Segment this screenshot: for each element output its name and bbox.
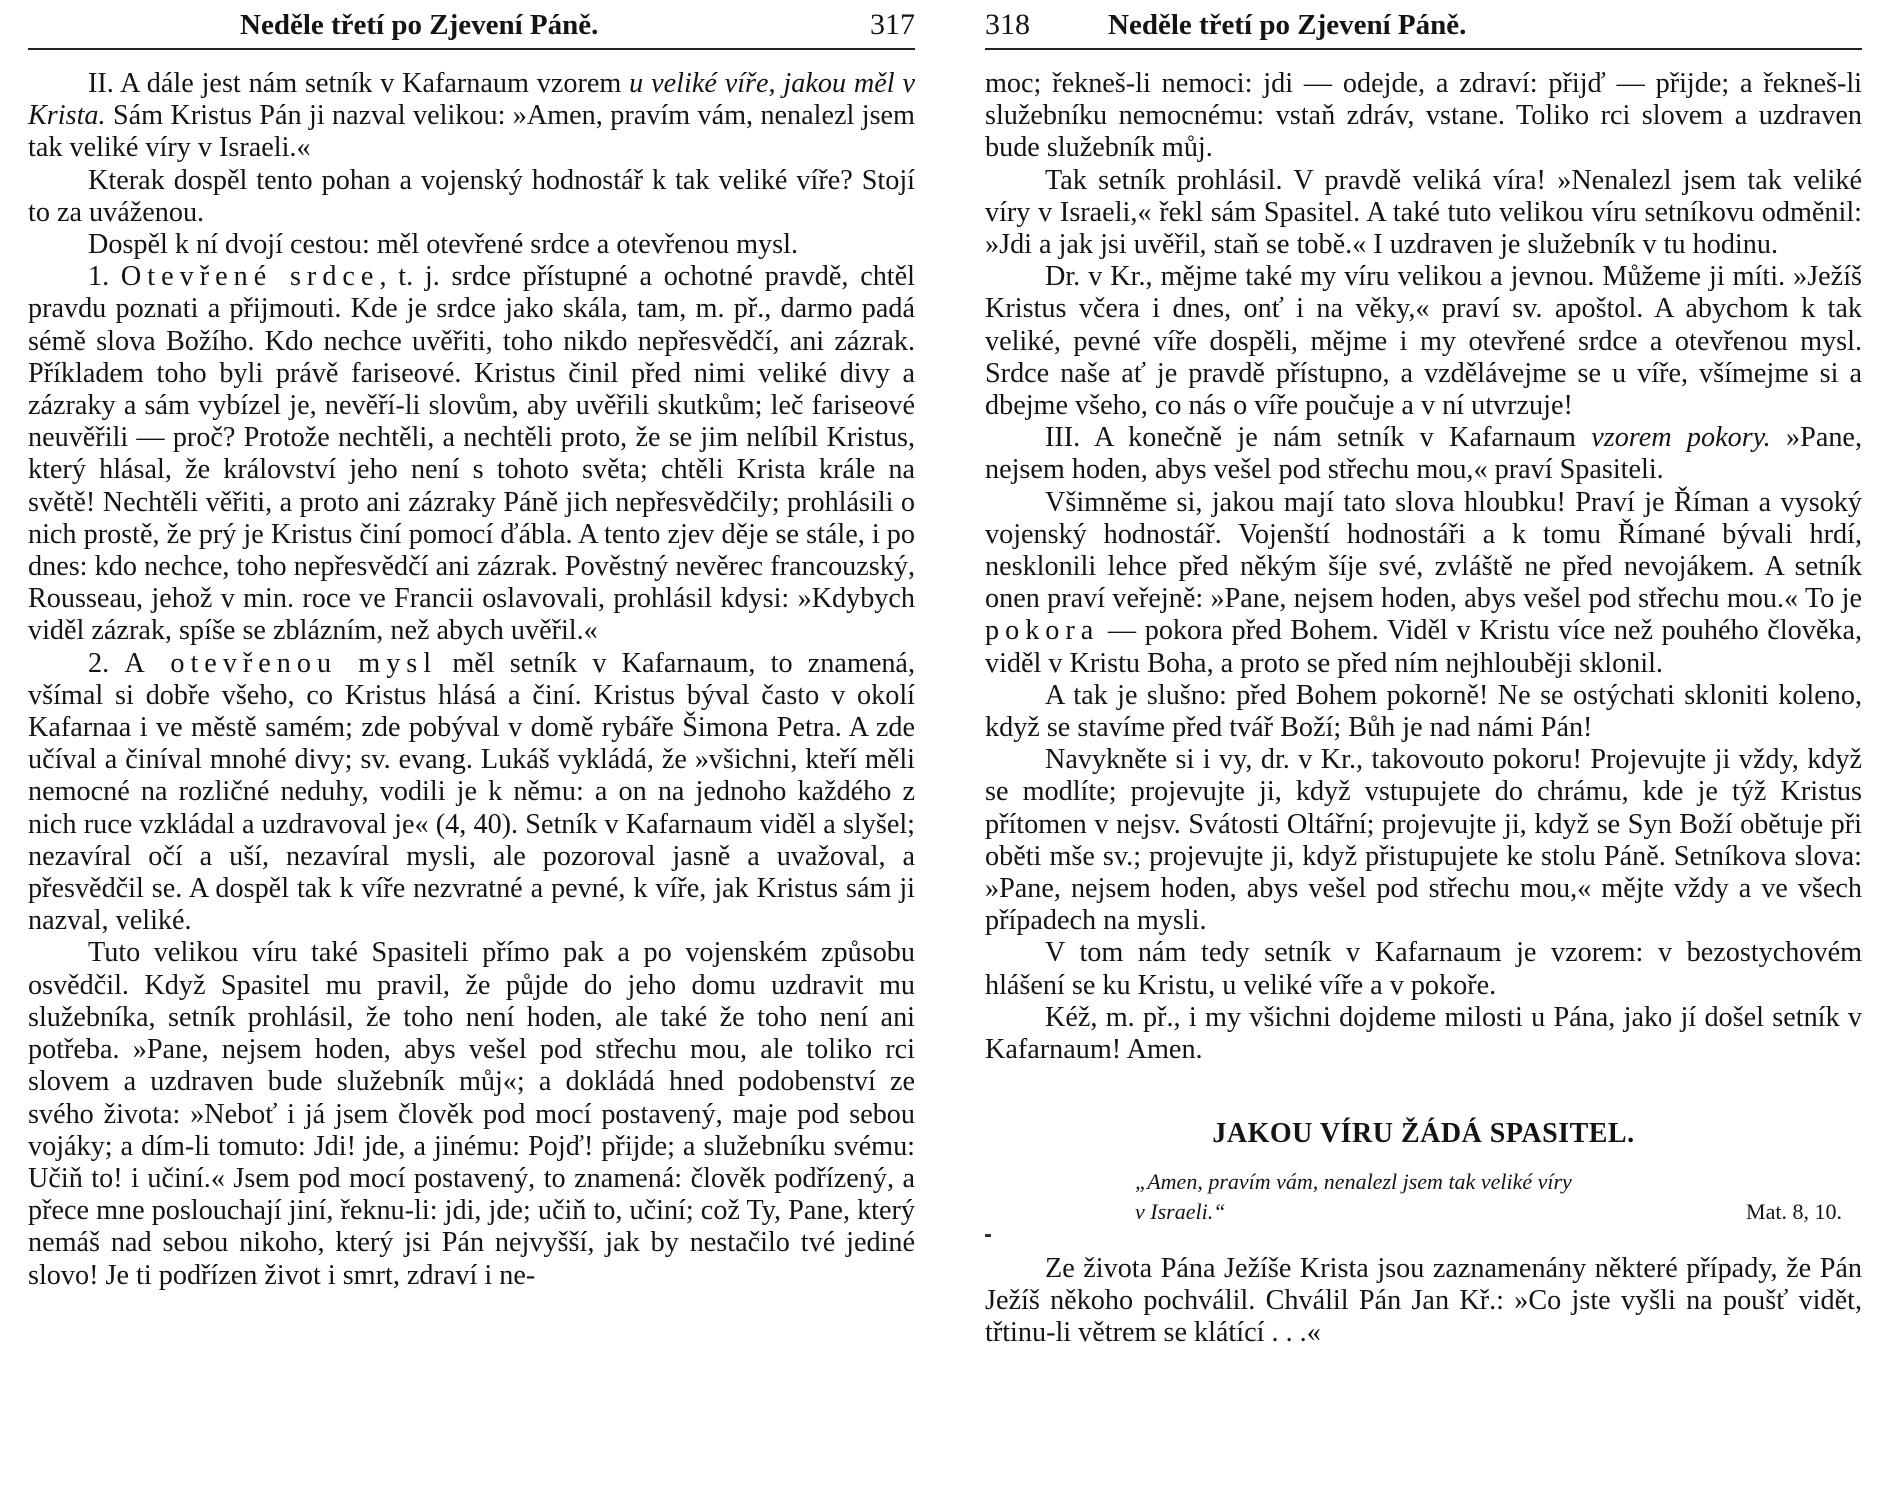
text-run: »Pane, nejsem hoden, abys vešel pod střechu mou,« praví Spasiteli. — [985, 422, 1862, 486]
epigraph-line-2 — [985, 1197, 1862, 1227]
text-run: Tuto velikou víru také Spasiteli přímo pak a po vojenském způsobu osvědčil. Když Spasitel mu pravil, že půjde do jeho domu uzdravit mu služebníka, setník prohlásil, že toho není hoden, ale také že toho není ani potřeba. »Pane, nejsem hoden, abys vešel pod střechu mou, ale toliko rci slovem a uzdraven bude služebník můj«; a dokládá hned podobenství ze svého života: »Neboť i já jsem člověk pod mocí postavený, maje pod sebou vojáky; a dím-li tomuto: Jdi! jde, a jinému: Pojď! přijde; a služebníku svému: Učiň to! i učiní.« Jsem pod mocí postavený, to znamená: člověk podřízený, a přece mne poslouchají jiní, řeknu-li: jdi, jde; učiň to, učiní; což Ty, Pane, který nemáš nad sebou nikoho, který jsi Pán nejvyšší, jak by nestačilo tvé jediné slovo! Je ti podřízen život i smrt, zdraví i ne- — [28, 937, 915, 1291]
text-run: Všimněme si, jakou mají tato slova hloubku! Praví je Říman a vysoký vojenský hodnostář. Vojenští hodnostáři a k tomu Římané bývali hrdí, nesklonili lehce před někým šíje své, zvláště ne před nevojákem. A setník onen praví veřejně: »Pane, nejsem hoden, abys vešel pod střechu mou.« To je — [985, 486, 1862, 615]
spaced-run: A otevřenou mysl — [124, 647, 438, 679]
right-page — [945, 0, 1890, 1500]
text-run: měl setník v Kafarnaum, to znamená, všímal si dobře všeho, co Kristus hlásá a činí. Kristus býval často v okolí Kafarnaa i ve městě samém; zde pobýval v domě rybáře Šimona Petra. A zde učíval a činíval mnohé divy; sv. evang. Lukáš vykládá, že »všichni, kteří měli nemocné na rozličné neduhy, vodili je k němu: a on na jednoho každého z nich ruce vzkládal a uzdravoval je« (4, 40). Setník v Kafarnaum viděl a slyšel; nezavíral očí a uší, nezavíral mysli, ale pozoroval jasně a uvažoval, a přesvědčil se. A dospěl tak k víře nezvratné a pevné, k víře, jak Kristus sám ji nazval, veliké. — [28, 647, 915, 937]
paragraph — [985, 744, 1862, 937]
text-run: III. A konečně je nám setník v Kafarnaum — [1045, 422, 1592, 454]
text-run: Kterak dospěl tento pohan a vojenský hodnostář k tak veliké víře? Stojí to za uváženou. — [28, 164, 915, 228]
running-head-left — [28, 8, 915, 40]
paragraph — [28, 648, 915, 938]
text-run: A tak je slušno: před Bohem pokorně! Ne se ostýchati skloniti koleno, když se stavíme před tvář Boží; Bůh je nad námi Pán! — [985, 679, 1862, 744]
text-run: Tak setník prohlásil. V pravdě veliká víra! »Nenalezl jsem tak veliké víry v Israeli,« řekl sám Spasitel. A také tuto velikou víru setníkovu odměnil: »Jdi a jak jsi uvěřil, staň se tobě.« I uzdraven je služebník v tu hodinu. — [985, 164, 1862, 261]
epigraph-line-2-text: v Israeli.“ — [1135, 1198, 1226, 1224]
header-rule-right — [985, 48, 1862, 50]
paragraph — [985, 680, 1862, 744]
page-number-left: 317 — [870, 8, 915, 41]
body-text-left — [28, 68, 915, 1292]
paragraph — [985, 68, 1862, 165]
text-run: Dr. v Kr., mějme také my víru velikou a jevnou. Můžeme ji míti. »Ježíš Kristus včera i dnes, onť i na věky,« praví sv. apoštol. A abychom k tak veliké, pevné víře dospěli, mějme i my otevřené srdce a otevřenou mysl. Srdce naše ať je pravdě přístupno, a vzdělávejme se u víře, všímejme si a dbejme všeho, co nás o víře poučuje a v ní utvrzuje! — [985, 261, 1862, 422]
text-run: Kéž, m. př., i my všichni dojdeme milosti u Pána, jako jí došel setník v Kafarnaum! Amen. — [985, 1001, 1862, 1066]
paragraph — [985, 1253, 1862, 1350]
header-rule-left — [28, 48, 915, 50]
running-head-right — [985, 8, 1862, 40]
running-title-right: Neděle třetí po Zjevení Páně. — [1108, 9, 1467, 41]
paragraph — [28, 937, 915, 1291]
text-run: Navykněte si i vy, dr. v Kr., takovouto pokoru! Projevujte ji vždy, když se modlíte; projevujte ji, když vstupujete do chrámu, kde je týž Kristus přítomen v nejsv. Svátosti Oltářní; projevujte ji, když se Syn Boží obětuje při oběti mše sv.; projevujte ji, když přistupujete ke stolu Páně. Setníkova slova: »Pane, nejsem hoden, abys vešel pod střechu mou,« mějte vždy a ve všech případech na mysli. — [985, 744, 1862, 937]
text-run: — pokora před Bohem. Viděl v Kristu více než pouhého člověka, viděl v Kristu Boha, a proto se před ním nejhlouběji sklonil. — [985, 615, 1862, 679]
paragraph — [985, 487, 1862, 680]
paragraph — [985, 261, 1862, 422]
paragraph — [985, 937, 1862, 1001]
italic-run: u veliké víře, jakou měl v Krista. — [28, 68, 915, 132]
text-run: II. A dále jest nám setník v Kafarnaum vzorem — [88, 68, 630, 99]
page-number-right: 318 — [985, 8, 1030, 41]
body-text-right — [985, 68, 1862, 1349]
text-run: Dospěl k ní dvojí cestou: měl otevřené srdce a otevřenou mysl. — [88, 229, 798, 261]
paragraph — [28, 229, 915, 261]
section-heading: JAKOU VÍRU ŽÁDÁ SPASITEL. — [1212, 1118, 1635, 1150]
running-title-left: Neděle třetí po Zjevení Páně. — [240, 9, 599, 41]
paragraph — [985, 422, 1862, 486]
text-run: 2. — [88, 647, 125, 679]
spaced-run: Otevřené srdce — [120, 261, 380, 293]
italic-run: vzorem pokory. — [1591, 422, 1771, 454]
paragraph — [985, 1002, 1862, 1066]
paragraph — [985, 165, 1862, 262]
paragraph — [28, 68, 915, 165]
text-run: Sám Kristus Pán ji nazval velikou: »Amen, pravím vám, nenalezl jsem tak veliké víry v Israeli.« — [28, 100, 915, 164]
text-run: V tom nám tedy setník v Kafarnaum je vzorem: v bezostychovém hlášení se ku Kristu, u veliké víře a v pokoře. — [985, 937, 1862, 1001]
epigraph-reference: Mat. 8, 10. — [1746, 1198, 1842, 1224]
text-run: 1. — [88, 261, 121, 293]
epigraph-line-1: „Amen, pravím vám, nenalezl jsem tak veliké víry — [1135, 1168, 1572, 1194]
sermon-conclusion — [985, 68, 1862, 1066]
paragraph — [28, 165, 915, 229]
epigraph — [985, 1167, 1862, 1227]
paragraph — [28, 261, 915, 647]
text-run: , t. j. srdce přístupné a ochotné pravdě, chtěl pravdu poznati a přijmouti. Kde je srdce jako skála, tam, m. př., darmo padá sémě slova Božího. Kdo nechce uvěřiti, toho nikdo nepřesvědčí, ani zázrak. Příkladem toho byli právě fariseové. Kristus činil před nimi veliké divy a zázraky a sám vybízel je, nevěří-li slovům, aby uvěřili skutkům; leč fariseové neuvěřili — proč? Protože nechtěli, a nechtěli proto, že se jim nelíbil Kristus, který hlásal, že království jeho není s tohoto světa; chtěli Krista krále na světě! Nechtěli věřiti, a proto ani zázraky Páně jich nepřesvědčily; prohlásili o nich prostě, že prý je Kristus činí pomocí ďábla. A tento zjev děje se stále, i po dnes: kdo nechce, toho nepřesvědčí ani zázrak. Pověstný nevěrec francouzský, Rousseau, jehož v min. roce ve Francii oslavovali, prohlásil kdysi: »Kdybych viděl zázrak, spíše se zblázním, než abych uvěřil.« — [28, 261, 915, 647]
spaced-run: pokora — [985, 615, 1100, 647]
margin-dash-mark — [985, 1234, 991, 1237]
text-run: Ze života Pána Ježíše Krista jsou zaznamenány některé případy, že Pán Ježíš někoho pochválil. Chválil Pán Jan Kř.: »Co jste vyšli na poušť vidět, třtinu-li větrem se klátící . . .« — [985, 1252, 1862, 1348]
text-run: moc; řekneš-li nemoci: jdi — odejde, a zdraví: přijď — přijde; a řekneš-li služebníku nemocnému: vstaň zdráv, vstane. Toliko rci slovem a uzdraven bude služebník můj. — [985, 68, 1862, 164]
new-sermon-opening — [985, 1253, 1862, 1350]
